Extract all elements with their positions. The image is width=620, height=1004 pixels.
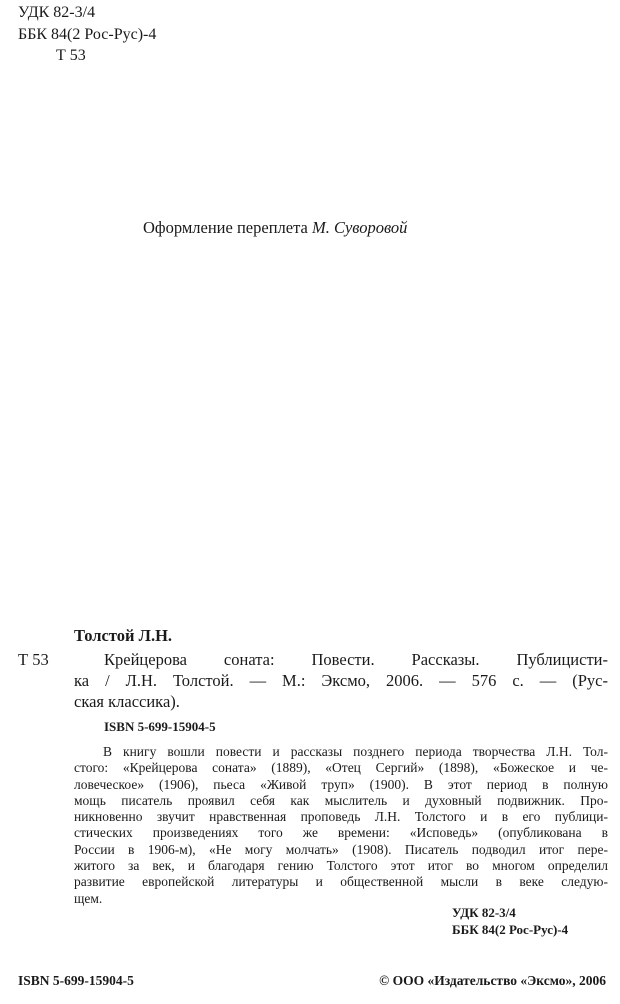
abstract-line: никновенно звучит нравственная проповедь Л.Н. Толстого и в его публици- xyxy=(74,809,608,825)
author-heading: Толстой Л.Н. xyxy=(74,626,173,645)
bbk-code-top: ББК 84(2 Рос-Рус)-4 xyxy=(18,26,157,43)
abstract-line: России в 1906-м), «Не могу молчать» (1908). Писатель подводил итог пере- xyxy=(74,841,608,857)
abstract-line: развитие европейской литературы и общественной мысли в веке следую- xyxy=(74,874,608,890)
book-abstract xyxy=(74,744,608,907)
copyright-notice: © ООО «Издательство «Эксмо», 2006 xyxy=(379,973,606,988)
cover-design-label: Оформление переплета xyxy=(143,218,308,237)
udk-code-top: УДК 82-3/4 xyxy=(18,4,96,21)
abstract-line: стических произведениях того же времени: «Исповедь» (опубликована в xyxy=(74,825,608,841)
abstract-line: ловеческое» (1906), пьеса «Живой труп» (1900). В этот период в полную xyxy=(74,776,608,792)
catalog-isbn: ISBN 5-699-15904-5 xyxy=(104,719,216,734)
bib-description-line-1: Крейцерова соната: Повести. Рассказы. Публицисти- xyxy=(104,650,608,669)
abstract-line: стого: «Крейцерова соната» (1889), «Отец Сергий» (1898), «Божеское и че- xyxy=(74,760,608,776)
footer-isbn: ISBN 5-699-15904-5 xyxy=(18,973,134,988)
abstract-line: мощь писатель проявил себя как мыслитель и духовный подвижник. Про- xyxy=(74,792,608,808)
cover-designer-name: М. Суворовой xyxy=(311,218,408,237)
bbk-code-bottom: ББК 84(2 Рос-Рус)-4 xyxy=(452,922,569,937)
abstract-line: житого за век, и благодаря гению Толстого этот итог во многом определил xyxy=(74,858,608,874)
abstract-line: В книгу вошли повести и рассказы позднего периода творчества Л.Н. Тол- xyxy=(103,744,608,759)
abstract-line: щем. xyxy=(74,890,103,906)
author-mark-top: Т 53 xyxy=(56,47,86,64)
bib-description-line-2: ка / Л.Н. Толстой. — М.: Эксмо, 2006. — 576 с. — (Рус- xyxy=(74,671,608,690)
catalog-author-mark: Т 53 xyxy=(18,650,49,669)
bib-description-line-3: ская классика). xyxy=(74,692,180,711)
cover-design-credit xyxy=(143,218,407,238)
udk-code-bottom: УДК 82-3/4 xyxy=(452,905,516,920)
